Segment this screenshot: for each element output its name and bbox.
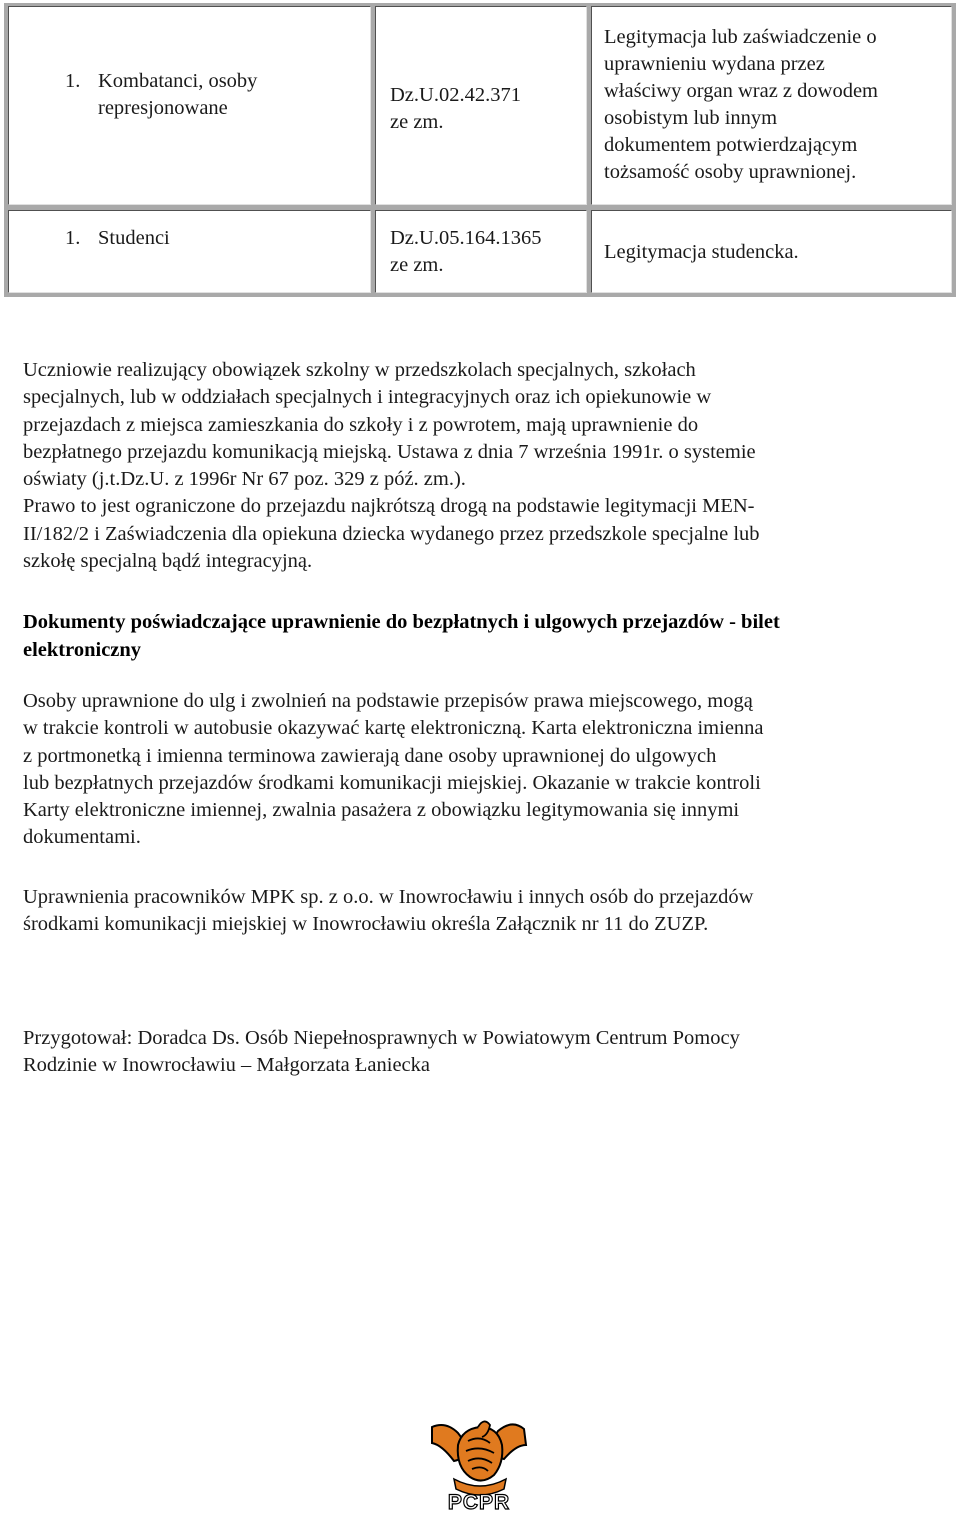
paragraph-electronic-card: Osoby uprawnione do ulg i zwolnień na podstawie przepisów prawa miejscowego, mogą w trakcie kontroli w autobusie okazywać kartę elektroniczną. Karta elektroniczna imienna z portmonetką i imienna terminowa zawierają dane osoby uprawnionej do ulgowych lub bezpłatnych przejazdów środkami komunikacji miejskiej. Okazanie w trakcie kontroli Karty elektroniczne imiennej, zwalnia pasażera z obowiązku legitymowania się innymi dokumentami. bbox=[23, 690, 764, 849]
document-requirement: Legitymacja lub zaświadczenie o uprawnieniu wydana przez właściwy organ wraz z dowodem osobistym lub innym dokumentem potwierdzającym tożsamość osoby uprawnionej. bbox=[604, 26, 879, 183]
table-cell-law bbox=[375, 210, 587, 293]
law-reference: Dz.U.02.42.371 ze zm. bbox=[390, 84, 521, 133]
paragraph-pupils: Uczniowie realizujący obowiązek szkolny w przedszkolach specjalnych, szkołach specjalnych, lub w oddziałach specjalnych i integracyjnych oraz ich opiekunowie w przejazdach z miejsca zamieszkania do szkoły i z powrotem, mają uprawnienie do bezpłatnego przejazdu komunikacją miejską. Ustawa z dnia 7 września 1991r. o systemie oświaty (j.t.Dz.U. z 1996r Nr 67 poz. 329 z póź. zm.). Prawo to jest ograniczone do przejazdu najkrótszą drogą na podstawie legitymacji MEN- II/182/2 i Zaświadczenia dla opiekuna dziecka wydanego przez przedszkole specjalne lub szkołę specjalną bądź integracyjną. bbox=[23, 359, 760, 573]
document-requirement: Legitymacja studencka. bbox=[604, 241, 799, 263]
paragraph-author: Przygotował: Doradca Ds. Osób Niepełnosprawnych w Powiatowym Centrum Pomocy Rodzinie w Inowrocławiu – Małgorzata Łaniecka bbox=[23, 1027, 740, 1077]
category-text: Kombatanci, osoby represjonowane bbox=[98, 70, 258, 119]
paragraph-mpk: Uprawnienia pracowników MPK sp. z o.o. w Inowrocławiu i innych osób do przejazdów środkami komunikacji miejskiej w Inowrocławiu określa Załącznik nr 11 do ZUZP. bbox=[23, 886, 754, 936]
clasped-hands-icon bbox=[424, 1405, 534, 1515]
table-cell-document bbox=[591, 210, 952, 293]
pcpr-logo bbox=[424, 1405, 534, 1515]
logo-text: PCPR bbox=[447, 1491, 511, 1514]
table-cell-law bbox=[375, 6, 587, 205]
law-reference: Dz.U.05.164.1365 ze zm. bbox=[390, 227, 542, 276]
logo-hands bbox=[458, 1427, 503, 1481]
table-cell-document bbox=[591, 6, 952, 205]
table-cell-category bbox=[8, 6, 371, 205]
category-text: Studenci bbox=[98, 227, 170, 249]
privileges-table bbox=[4, 3, 956, 297]
row-number: 1. bbox=[65, 227, 81, 249]
row-number: 1. bbox=[65, 70, 81, 92]
table-cell-category bbox=[8, 210, 371, 293]
section-heading: Dokumenty poświadczające uprawnienie do bezpłatnych i ulgowych przejazdów - bilet elektroniczny bbox=[23, 611, 780, 661]
